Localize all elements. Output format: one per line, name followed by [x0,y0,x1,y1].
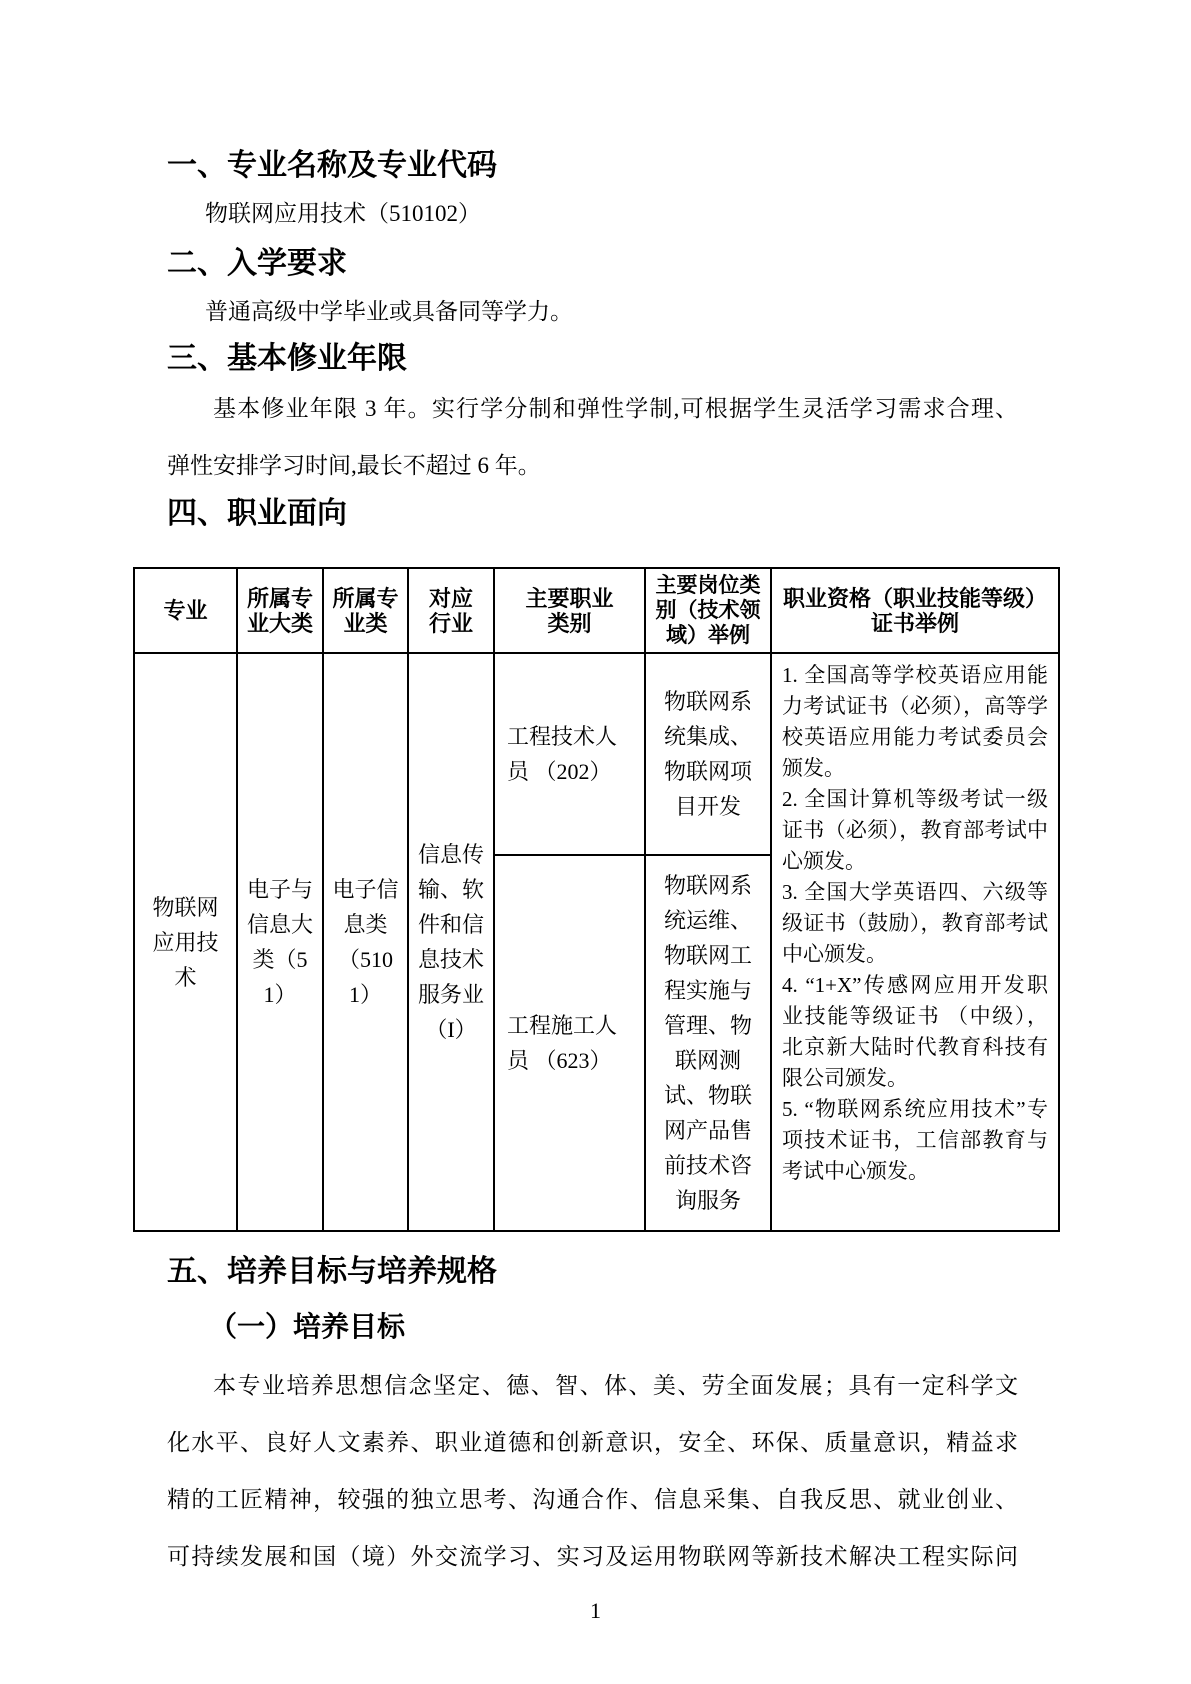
cell-certificates [771,653,1059,1231]
section-4-heading: 四、职业面向 [167,497,347,530]
certificate-item: 3. 全国大学英语四、六级等级证书（鼓励），教育部考试中心颁发。 [782,880,1048,966]
cell-positions-2: 物联网系统运维、物联网工程实施与管理、物联网测试、物联网产品售前技术咨询服务 [645,855,771,1231]
section-1-heading: 一、专业名称及专业代码 [167,149,497,182]
cell-industry: 信息传输、软件和信息技术服务业（I） [408,653,494,1231]
header-certificates: 职业资格（职业技能等级）证书举例 [771,568,1059,653]
study-duration-paragraph [167,380,1018,494]
header-industry: 对应行业 [408,568,494,653]
section-2-heading: 二、入学要求 [167,247,347,280]
training-objective-subheading: （一）培养目标 [209,1311,406,1342]
paragraph-line: 弹性安排学习时间,最长不超过 6 年。 [167,453,541,478]
entry-requirement-text: 普通高级中学毕业或具备同等学力。 [205,299,573,324]
header-occupation-category: 主要职业类别 [494,568,645,653]
paragraph-line: 精的工匠精神，较强的独立思考、沟通合作、信息采集、自我反思、就业创业、 [167,1487,1018,1512]
paragraph-line: 化水平、良好人文素养、职业道德和创新意识，安全、环保、质量意识，精益求 [167,1430,1018,1455]
table-header-row [134,568,1059,653]
header-major: 专业 [134,568,237,653]
cell-positions-1: 物联网系统集成、物联网项目开发 [645,653,771,855]
header-major-category: 所属专业大类 [237,568,323,653]
section-3-heading: 三、基本修业年限 [167,342,407,375]
cell-major: 物联网应用技术 [134,653,237,1231]
section-5-heading: 五、培养目标与培养规格 [167,1255,497,1288]
training-objective-paragraph [167,1357,1018,1585]
paragraph-line: 可持续发展和国（境）外交流学习、实习及运用物联网等新技术解决工程实际问 [167,1544,1018,1569]
cell-occupation-2: 工程施工人员 （623） [494,855,645,1231]
cell-occupation-1: 工程技术人员 （202） [494,653,645,855]
header-position-examples: 主要岗位类别（技术领域）举例 [645,568,771,653]
page-number: 1 [590,1598,601,1623]
career-orientation-table [133,567,1060,1232]
cell-major-category: 电子与信息大类（51） [237,653,323,1231]
certificate-item: 2. 全国计算机等级考试一级证书（必须），教育部考试中心颁发。 [782,787,1048,873]
certificate-item: 1. 全国高等学校英语应用能力考试证书（必须），高等学校英语应用能力考试委员会颁发。 [782,663,1048,780]
paragraph-line: 基本修业年限 3 年。实行学分制和弹性学制,可根据学生灵活学习需求合理、 [213,396,1018,421]
table-row [134,653,1059,855]
paragraph-line: 本专业培养思想信念坚定、德、智、体、美、劳全面发展；具有一定科学文 [213,1373,1018,1398]
document-content [133,0,1058,1625]
certificate-item: 5. “物联网系统应用技术”专项技术证书，工信部教育与考试中心颁发。 [782,1097,1048,1183]
major-name-and-code: 物联网应用技术（510102） [205,201,481,226]
header-category: 所属专业类 [323,568,408,653]
certificate-item: 4. “1+X”传感网应用开发职业技能等级证书 （中级），北京新大陆时代教育科技有限公司颁发。 [782,973,1048,1090]
cell-category: 电子信息类（5101） [323,653,408,1231]
